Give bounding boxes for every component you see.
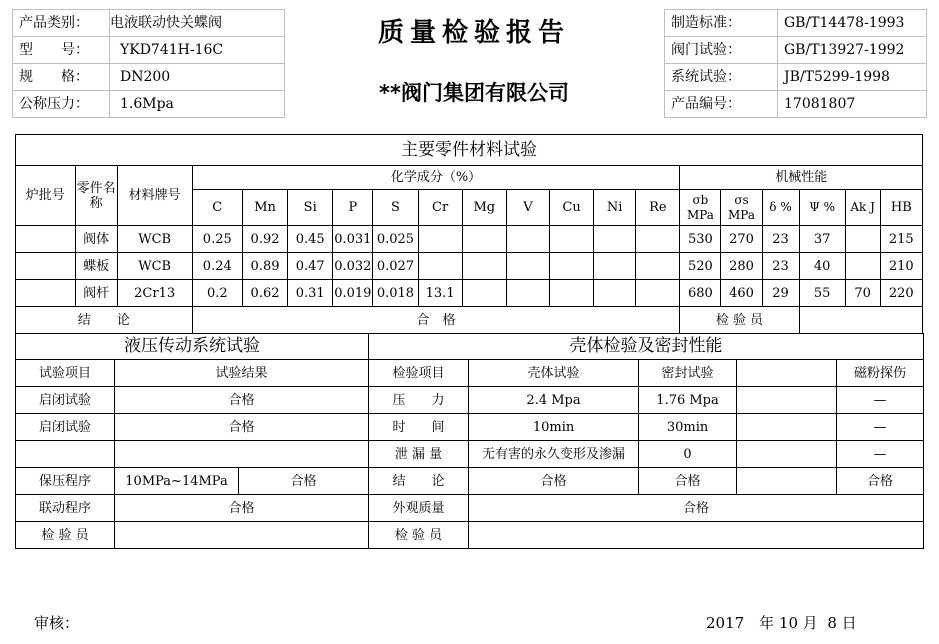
grade-cell: WCB [117, 226, 192, 253]
chem-cell [594, 280, 636, 307]
grade-header: 材料牌号 [117, 166, 192, 226]
company-name: **阀门集团有限公司 [379, 81, 569, 105]
batch-cell [16, 226, 76, 253]
mech-cell: 220 [880, 280, 922, 307]
shell-item-header: 检验项目 [369, 360, 469, 387]
pressure-label: 公称压力： [13, 91, 110, 118]
extra-value [737, 387, 837, 414]
seal-value: 合格 [639, 468, 737, 495]
product-no-label: 产品编号： [665, 91, 778, 118]
materials-inspector-value [799, 307, 922, 334]
hydraulic-item [16, 441, 115, 468]
mech-cell: 55 [799, 280, 845, 307]
shell-inspector-label: 检 验 员 [369, 522, 469, 549]
appearance-label: 外观质量 [369, 495, 469, 522]
hydraulic-result: 合格 [115, 414, 369, 441]
batch-cell [16, 280, 76, 307]
model-label: 型 号： [13, 37, 110, 64]
chem-cell: 13.1 [418, 280, 462, 307]
chem-header: 化学成分（%） [192, 166, 680, 190]
table-row [16, 414, 924, 441]
valve-test-value: GB/T13927-1992 [778, 37, 927, 64]
chem-col: Ni [594, 190, 636, 226]
chem-cell: 0.031 [333, 226, 373, 253]
chem-cell [462, 253, 506, 280]
chem-cell: 0.027 [373, 253, 418, 280]
linkage-item: 联动程序 [16, 495, 115, 522]
chem-cell [636, 226, 680, 253]
part-cell: 蝶板 [75, 253, 117, 280]
mech-col: Ak J [845, 190, 880, 226]
mech-col: σb MPa [680, 190, 721, 226]
mech-cell [845, 253, 880, 280]
tests-table [15, 333, 924, 549]
appearance-value: 合格 [469, 495, 924, 522]
mech-cell: 280 [721, 253, 762, 280]
table-row [16, 468, 924, 495]
pressure-value: 1.6Mpa [110, 91, 285, 118]
mech-cell: 37 [799, 226, 845, 253]
part-header: 零件名称 [75, 166, 117, 226]
table-row [16, 387, 924, 414]
shell-item: 时 间 [369, 414, 469, 441]
part-cell: 阀体 [75, 226, 117, 253]
hydraulic-result-header: 试验结果 [115, 360, 369, 387]
product-no-value: 17081807 [778, 91, 927, 118]
pressure-hold-result: 合格 [239, 468, 369, 495]
pressure-hold-item: 保压程序 [16, 468, 115, 495]
chem-cell: 0.25 [192, 226, 242, 253]
chem-cell: 0.019 [333, 280, 373, 307]
chem-col: S [373, 190, 418, 226]
hydraulic-item: 启闭试验 [16, 414, 115, 441]
shell-value: 2.4 Mpa [469, 387, 639, 414]
chem-col: Si [288, 190, 333, 226]
mech-col: HB [880, 190, 922, 226]
extra-value [737, 468, 837, 495]
header-left-table [12, 9, 285, 118]
mech-cell: 215 [880, 226, 922, 253]
chem-col: Cr [418, 190, 462, 226]
valve-test-label: 阀门试验： [665, 37, 778, 64]
magnetic-value: — [837, 387, 924, 414]
chem-col: Mn [242, 190, 287, 226]
chem-col: V [506, 190, 549, 226]
shell-value: 合格 [469, 468, 639, 495]
report-title: 质量检验报告 [377, 18, 570, 48]
magnetic-value: — [837, 414, 924, 441]
model-value: YKD741H-16C [110, 37, 285, 64]
hydraulic-item-header: 试验项目 [16, 360, 115, 387]
header-right-table [664, 9, 927, 118]
category-value: 电液联动快关蝶阀 [110, 10, 285, 37]
seal-value: 30min [639, 414, 737, 441]
category-label: 产品类别： [13, 10, 110, 37]
materials-table [15, 134, 923, 334]
mech-cell: 23 [762, 253, 799, 280]
mech-cell [845, 226, 880, 253]
hydraulic-item: 启闭试验 [16, 387, 115, 414]
shell-inspector-value [469, 522, 924, 549]
chem-cell [549, 253, 593, 280]
chem-col: Mg [462, 190, 506, 226]
chem-cell: 0.62 [242, 280, 287, 307]
hydraulic-result: 合格 [115, 387, 369, 414]
chem-cell [506, 253, 549, 280]
hydraulic-inspector-value [115, 522, 369, 549]
magnetic-value: 合格 [837, 468, 924, 495]
mech-col: Ψ % [799, 190, 845, 226]
chem-cell [594, 226, 636, 253]
mech-cell: 23 [762, 226, 799, 253]
shell-test-header: 壳体试验 [469, 360, 639, 387]
mech-cell: 29 [762, 280, 799, 307]
mech-cell: 40 [799, 253, 845, 280]
hydraulic-result [115, 441, 369, 468]
review-label: 审核： [34, 614, 80, 632]
hydraulic-title: 液压传动系统试验 [16, 334, 369, 360]
chem-cell: 0.89 [242, 253, 287, 280]
materials-title: 主要零件材料试验 [16, 135, 923, 166]
seal-test-header: 密封试验 [639, 360, 737, 387]
mech-cell: 70 [845, 280, 880, 307]
magnetic-value: — [837, 441, 924, 468]
linkage-result: 合格 [115, 495, 369, 522]
mech-cell: 520 [680, 253, 721, 280]
report-date: 2017 年 10 月 8 日 [706, 614, 857, 632]
chem-cell: 0.24 [192, 253, 242, 280]
chem-cell [462, 280, 506, 307]
chem-cell: 0.2 [192, 280, 242, 307]
grade-cell: 2Cr13 [117, 280, 192, 307]
shell-value: 10min [469, 414, 639, 441]
chem-cell: 0.032 [333, 253, 373, 280]
materials-inspector-label: 检 验 员 [680, 307, 799, 334]
mech-cell: 680 [680, 280, 721, 307]
chem-cell [462, 226, 506, 253]
grade-cell: WCB [117, 253, 192, 280]
chem-cell: 0.47 [288, 253, 333, 280]
chem-cell [506, 226, 549, 253]
standard-value: GB/T14478-1993 [778, 10, 927, 37]
chem-cell [549, 280, 593, 307]
chem-cell [506, 280, 549, 307]
size-value: DN200 [110, 64, 285, 91]
extra-value [737, 414, 837, 441]
mech-col: σs MPa [721, 190, 762, 226]
shell-title: 壳体检验及密封性能 [369, 334, 924, 360]
chem-col: Re [636, 190, 680, 226]
mech-cell: 270 [721, 226, 762, 253]
size-label: 规 格： [13, 64, 110, 91]
system-test-label: 系统试验： [665, 64, 778, 91]
chem-col: C [192, 190, 242, 226]
mech-col: δ % [762, 190, 799, 226]
seal-value: 0 [639, 441, 737, 468]
chem-col: P [333, 190, 373, 226]
extra-header [737, 360, 837, 387]
magnetic-test-header: 磁粉探伤 [837, 360, 924, 387]
batch-header: 炉批号 [16, 166, 76, 226]
chem-cell [549, 226, 593, 253]
chem-cell: 0.31 [288, 280, 333, 307]
table-row [16, 253, 923, 280]
chem-cell [418, 226, 462, 253]
mech-cell: 460 [721, 280, 762, 307]
chem-cell [636, 253, 680, 280]
part-cell: 阀杆 [75, 280, 117, 307]
shell-item: 结 论 [369, 468, 469, 495]
mech-cell: 530 [680, 226, 721, 253]
hydraulic-inspector-label: 检 验 员 [16, 522, 115, 549]
materials-conclusion-label: 结 论 [16, 307, 193, 334]
extra-value [737, 441, 837, 468]
pressure-hold-range: 10MPa~14MPa [115, 468, 239, 495]
chem-cell: 0.025 [373, 226, 418, 253]
batch-cell [16, 253, 76, 280]
table-row [16, 495, 924, 522]
standard-label: 制造标准： [665, 10, 778, 37]
seal-value: 1.76 Mpa [639, 387, 737, 414]
table-row [16, 280, 923, 307]
chem-cell: 0.018 [373, 280, 418, 307]
mech-header: 机械性能 [680, 166, 923, 190]
table-row [16, 522, 924, 549]
chem-col: Cu [549, 190, 593, 226]
system-test-value: JB/T5299-1998 [778, 64, 927, 91]
chem-cell: 0.45 [288, 226, 333, 253]
mech-cell: 210 [880, 253, 922, 280]
chem-cell: 0.92 [242, 226, 287, 253]
shell-item: 泄 漏 量 [369, 441, 469, 468]
materials-conclusion-value: 合 格 [192, 307, 680, 334]
table-row [16, 226, 923, 253]
shell-value: 无有害的永久变形及渗漏 [469, 441, 639, 468]
chem-cell [636, 280, 680, 307]
shell-item: 压 力 [369, 387, 469, 414]
chem-cell [594, 253, 636, 280]
chem-cell [418, 253, 462, 280]
table-row [16, 441, 924, 468]
